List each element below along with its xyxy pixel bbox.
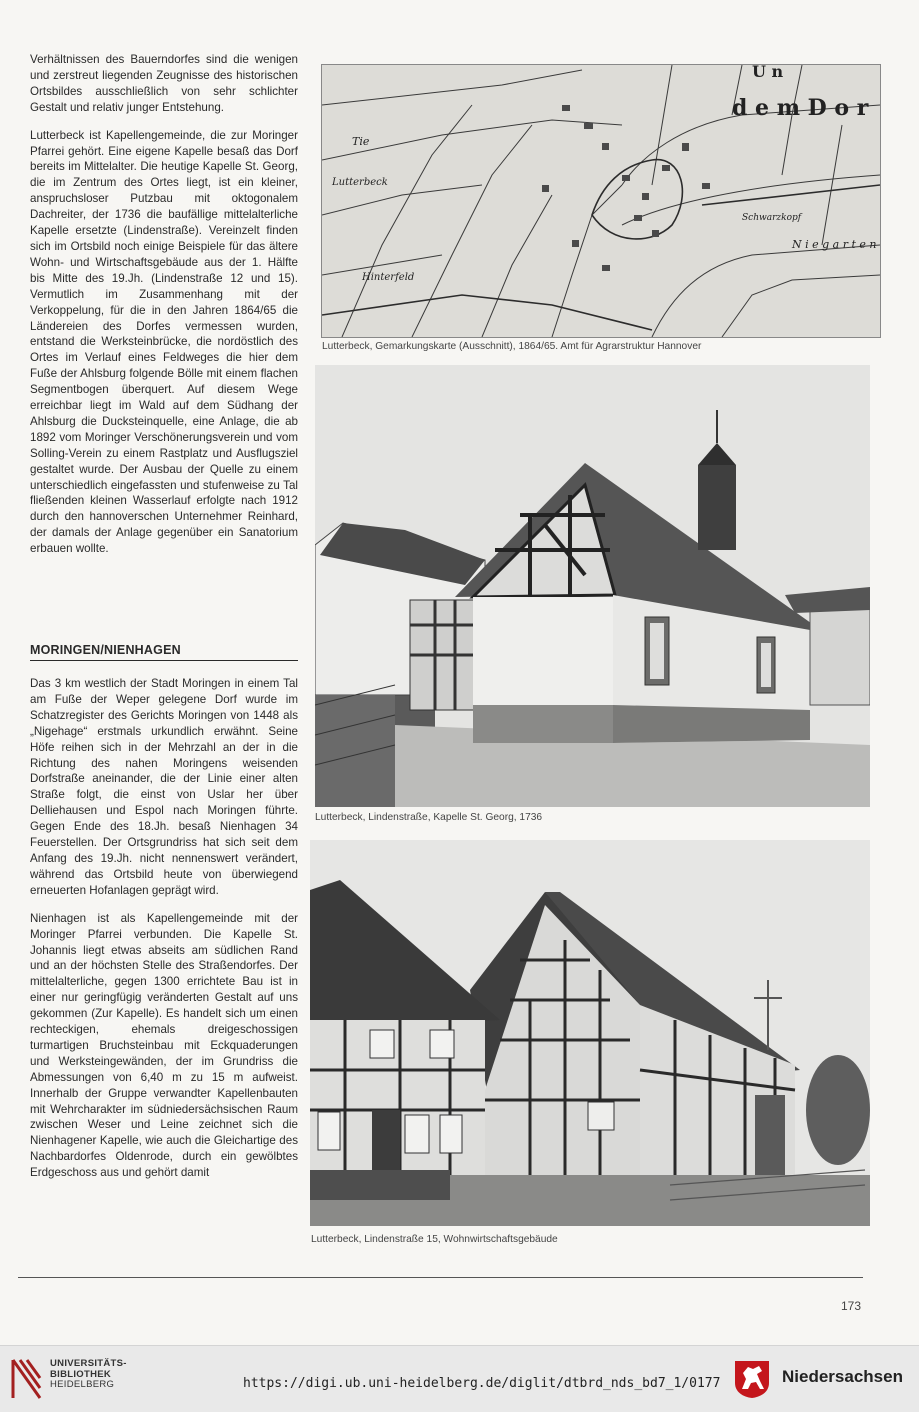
section-heading: MORINGEN/NIENHAGEN (30, 643, 298, 661)
text-column-bottom (30, 676, 298, 1181)
lower-saxony-horse-icon[interactable] (733, 1359, 771, 1399)
university-library-name[interactable] (50, 1359, 127, 1391)
paragraph: Nienhagen ist als Kapellengemeinde mit der Moringer Pfarrei verbunden. Die Kapelle St. Johannis liegt etwas abseits am südlichen Rand und an der höchsten Stelle des Straßendorfes. Der mittelalterliche, gegen 1300 errichtete Bau ist in einer nur geringfügig veränderten Gestalt auf uns gekommen (Zur Kapelle). Es handelt sich um einen rechteckigen, ehemals dreigeschossigen turmartigen Bruchsteinbau mit Eckquaderungen und Werksteingewänden, der im Grundriss die Abmessungen von 6,40 m zu 15 m aufweist. Innerhalb der Gruppe verwandter Kapellenbauten mit Wehrcharakter im südniedersächsischen Raum zwischen Weser und Leine zeichnet sich die Nienhagener Kapelle, wie auch die Gleichartige des Nachbardorfes Oldenrode, durch ein gewölbtes Erdgeschoss aus und gehört damit (30, 911, 298, 1180)
farmhouse-photo (310, 840, 870, 1226)
paragraph: Lutterbeck ist Kapellengemeinde, die zur Moringer Pfarrei gehört. Eine eigene Kapelle besaß das Dorf bereits im Mittelalter. Die heutige Kapelle St. Georg, die im Zentrum des Ortes liegt, ist ein kleiner, anspruchsloser Putzbau mit oktogonalem Dachreiter, der 1736 die baufällige mittelalterliche Kapelle ersetzte (Lindenstraße). Vereinzelt finden sich im Ortsbild noch einige Beispiele für das ältere Wohn- und Wirtschaftsgebäude aus der 1. Hälfte bis Mitte des 19.Jh. (Lindenstraße 12 und 15). Vermutlich im Zusammenhang mit der Verkoppelung, für die in den Jahren 1864/65 die Ländereien des Dorfes vermessen wurden, entstand die Werksteinbrücke, die nordöstlich des Ortes im Verlauf eines Feldweges die hier dem Fuße der Ahlsburg folgende Bölle mit einem flachen Segmentbogen überquert. Auf diesem Wege erreichbar liegt im Wald auf dem Südhang der Ahlsburg die Ducksteinquelle, eine Anlage, die ab 1892 vom Moringer Verschönerungsverein und vom Solling-Verein zu einem Rastplatz und Ausflugsziel gestaltet wurde. Der Ausbau der Quelle zu einem unterschiedlich eingefassten und stufenweise zu Tal fließenden kleinen Wasserlauf erfolgte nach 1912 durch den hannoverschen Unternehmer Reinhard, der damals der Anlage gegenüber ein Sanatorium erbauen wollte. (30, 128, 298, 556)
map-label: Lutterbeck (332, 177, 388, 188)
map-label: N i e g a r t e n (792, 238, 877, 251)
viewer-footer (0, 1345, 919, 1412)
page-number: 173 (841, 1299, 862, 1313)
permalink-url[interactable]: https://digi.ub.uni-heidelberg.de/diglit/dtbrd_nds_bd7_1/0177 (243, 1376, 721, 1391)
state-name[interactable]: Niedersachsen (782, 1367, 903, 1386)
map-caption: Lutterbeck, Gemarkungskarte (Ausschnitt), 1864/65. Amt für Agrarstruktur Hannover (322, 341, 702, 352)
chapel-photo (315, 365, 870, 807)
map-label: Schwarzkopf (742, 213, 802, 223)
farmhouse-caption: Lutterbeck, Lindenstraße 15, Wohnwirtschaftsgebäude (311, 1234, 558, 1245)
chapel-caption: Lutterbeck, Lindenstraße, Kapelle St. Georg, 1736 (315, 812, 543, 823)
map-label: Hinterfeld (362, 272, 415, 283)
library-name-line: HEIDELBERG (50, 1379, 115, 1390)
bottom-rule (18, 1277, 863, 1278)
map-label: Tie (352, 135, 370, 148)
university-library-logo[interactable] (10, 1354, 44, 1404)
library-name-line: UNIVERSITÄTS- (50, 1358, 127, 1369)
cadastral-map-image (322, 65, 880, 337)
text-column-top (30, 52, 298, 557)
map-label: d e m D o r (732, 95, 869, 121)
farmhouse-image (310, 840, 870, 1226)
map-figure (321, 64, 881, 338)
paragraph: Das 3 km westlich der Stadt Moringen in einem Tal am Fuße der Weper gelegene Dorf wurde im Schatzregister des Gerichts Moringen von 1448 als „Nigehage“ erstmals urkundlich erwähnt. Seine Höfe reihen sich in der Mehrzahl an der in die Richtung des nahen Moringens weisenden Dorfstraße aneinander, die der Linie einer alten Straße folgt, die einst von Uslar her über Delliehausen und Espol nach Moringen führte. Gegen Ende des 18.Jh. besaß Nienhagen 34 Feuerstellen. Der Ortsgrundriss hat sich seit dem Anfang des 19.Jh. nicht nennenswert verändert, während das Ortsbild heute von überwiegend erneuerten Hofanlagen geprägt wird. (30, 677, 298, 897)
library-name-line: BIBLIOTHEK (50, 1368, 112, 1380)
map-label: U n (752, 65, 784, 81)
paragraph: Verhältnissen des Bauerndorfes sind die wenigen und zerstreut liegenden Zeugnisse des historischen Ortsbildes ausschließlich von sehr schlichter Gestalt und relativ junger Entstehung. (30, 53, 298, 114)
chapel-image (315, 365, 870, 807)
